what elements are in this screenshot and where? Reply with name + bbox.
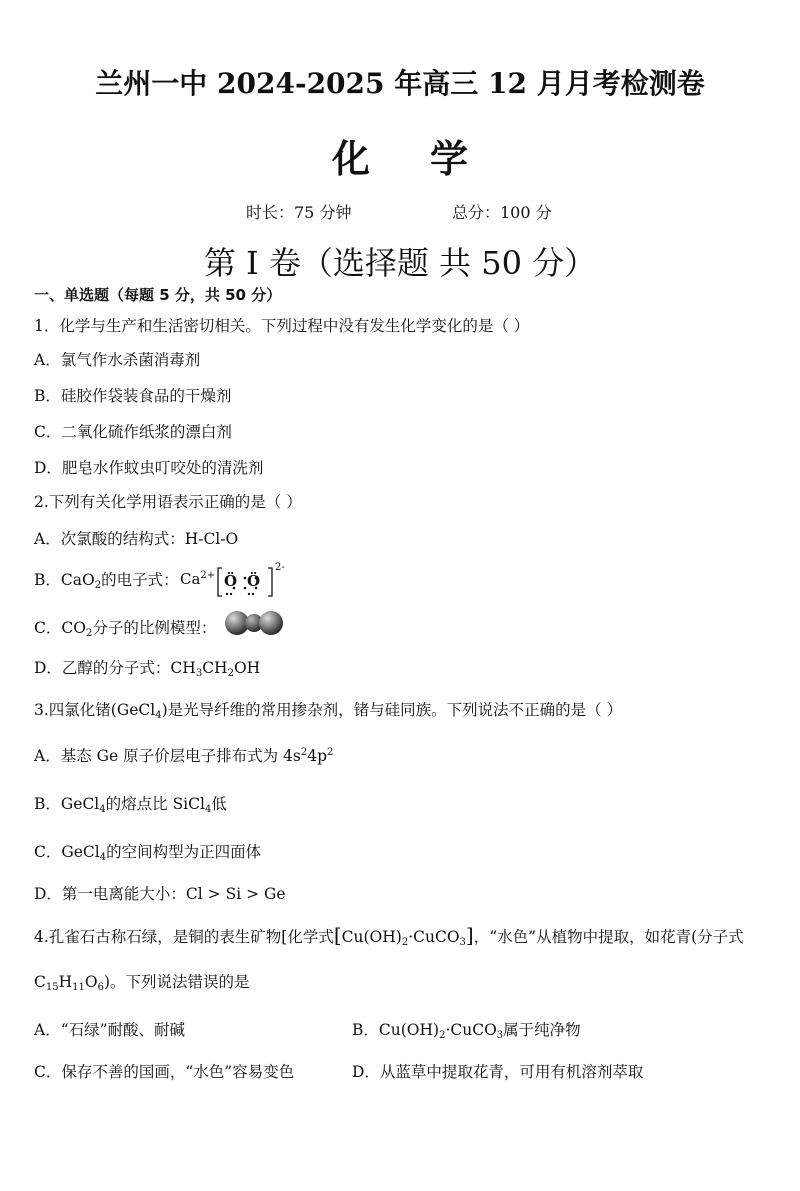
question-4-stem: 4.孔雀石古称石绿，是铜的表生矿物[化学式$[Cu(OH)_2\cdot CuCO_3]$，“水色”从植物中提取，如花青(分子式: [34, 923, 744, 948]
question-1-stem: 1．化学与生产和生活密切相关。下列过程中没有发生化学变化的是（ ）: [34, 317, 530, 335]
question-2-option-c: C．$CO_2$分子的比例模型：: [34, 619, 217, 639]
exam-title: 兰州一中 2024-2025 年高三 12 月月考检测卷: [95, 67, 705, 100]
exam-duration: 时长：75 分钟: [246, 203, 352, 222]
question-4-option-d: D．从蓝草中提取花青，可用有机溶剂萃取: [352, 1063, 644, 1081]
oxygen-atom-2: Ö: [247, 572, 261, 590]
question-1-option-c: C．二氧化硫作纸浆的漂白剂: [34, 423, 232, 441]
question-4-stem-line-2: $C_{15}H_{11}O_6$)。下列说法错误的是: [34, 973, 250, 993]
question-3-option-d: D．第一电离能大小：Cl > Si > Ge: [34, 885, 286, 903]
question-3-option-c: C．GeCl$_4$的空间构型为正四面体: [34, 843, 262, 863]
oxygen-atom-1: Ö: [224, 572, 238, 590]
question-4-option-b: B．$Cu(OH)_2\cdot CuCO_3$属于纯净物: [352, 1021, 581, 1041]
question-1-option-b: B．硅胶作袋装食品的干燥剂: [34, 387, 232, 405]
peroxide-lewis-structure: [180, 562, 300, 600]
question-4-option-c: C．保存不善的国画，“水色”容易变色: [34, 1063, 295, 1081]
question-3-option-b: B．GeCl$_4$的熔点比 SiCl$_4$低: [34, 795, 227, 815]
subject-title: 化学: [331, 136, 528, 181]
exam-total-score: 总分：100 分: [452, 203, 552, 222]
question-3-option-a: A．基态 Ge 原子价层电子排布式为 $4s^24p^2$: [34, 747, 334, 765]
question-3-stem: 3.四氯化锗(GeCl$_4$)是光导纤维的常用掺杂剂，锗与硅同族。下列说法不正确的是（ ）: [34, 701, 623, 721]
oxygen-ball-right: [259, 611, 283, 635]
question-2-option-a: A．次氯酸的结构式：H-Cl-O: [34, 530, 239, 548]
question-2-option-d: D．乙醇的分子式：$CH_3CH_2OH$: [34, 659, 261, 679]
section-heading: 一、单选题（每题 5 分，共 50 分）: [34, 286, 282, 304]
question-2-option-b: B．CaO$_2$的电子式：: [34, 571, 179, 591]
volume-heading: 第 I 卷（选择题 共 50 分）: [203, 244, 597, 282]
question-4-option-a: A．“石绿”耐酸、耐碱: [34, 1021, 186, 1039]
calcium-symbol: $Ca^{2+}$: [180, 570, 216, 588]
question-2-stem: 2.下列有关化学用语表示正确的是（ ）: [34, 493, 302, 511]
ion-charge: 2-: [275, 562, 285, 573]
co2-space-filling-model: [223, 609, 293, 639]
question-1-option-a: A．氯气作水杀菌消毒剂: [34, 351, 201, 369]
question-1-option-d: D．肥皂水作蚊虫叮咬处的清洗剂: [34, 459, 264, 477]
